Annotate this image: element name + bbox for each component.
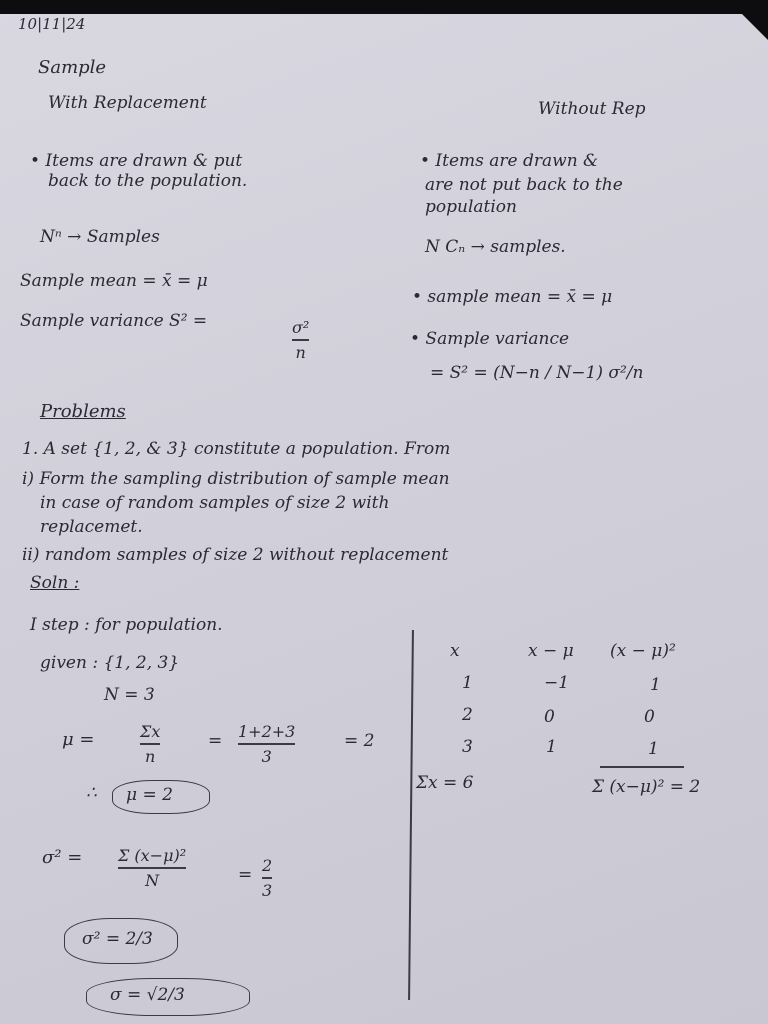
with-rep-title: With Replacement (48, 93, 207, 113)
problem-line1: 1. A set {1, 2, & 3} constitute a population. From (22, 439, 451, 459)
sigma-boxed: σ = √2/3 (110, 985, 185, 1005)
step-given: given : {1, 2, 3} (40, 653, 180, 673)
dark-top-edge (0, 0, 768, 14)
table-cell: −1 (544, 673, 570, 693)
sigma-lhs: σ² = (42, 847, 83, 868)
table-cell: 1 (650, 675, 661, 695)
vertical-divider (408, 630, 414, 1000)
without-rep-title: Without Rep (538, 99, 646, 119)
sigma-fraction: Σ (x−μ)² N (118, 846, 187, 890)
table-cell: 0 (544, 707, 555, 727)
without-samples: N Cₙ → samples. (425, 237, 566, 257)
table-header-x: x (450, 641, 460, 661)
sigma-eq: = (238, 865, 253, 885)
without-point1b: are not put back to the (425, 175, 623, 195)
sum-underline (600, 766, 684, 768)
sigma-result-fraction: 2 3 (262, 856, 273, 900)
table-cell: 2 (462, 705, 473, 725)
without-variance: • Sample variance (410, 329, 570, 349)
with-variance-fraction: σ² n (292, 318, 310, 362)
therefore-symbol: ∴ (86, 783, 97, 803)
without-point1: • Items are drawn & (420, 151, 599, 171)
mu-boxed: μ = 2 (126, 785, 173, 805)
sum-x: Σx = 6 (416, 773, 474, 793)
mu-lhs: μ = (62, 729, 95, 750)
with-samples: Nⁿ → Samples (40, 227, 160, 247)
with-mean: Sample mean = x̄ = μ (20, 271, 208, 291)
step-title: I step : for population. (30, 615, 223, 635)
mu-result: = 2 (344, 731, 375, 751)
problems-title: Problems (40, 401, 126, 422)
sigma2-boxed: σ² = 2/3 (82, 929, 153, 949)
table-cell: 1 (546, 737, 557, 757)
sum-sq: Σ (x−μ)² = 2 (592, 777, 701, 797)
mu-fraction-1: Σx n (140, 722, 161, 766)
table-cell: 3 (462, 737, 473, 757)
table-header-x-mu: x − μ (528, 641, 574, 661)
date: 10|11|24 (18, 15, 86, 33)
table-cell: 1 (648, 739, 659, 759)
mu-eq: = (208, 731, 223, 751)
problem-line4: replacemet. (40, 517, 143, 537)
heading: Sample (38, 57, 107, 78)
table-header-x-mu-sq: (x − μ)² (610, 641, 676, 661)
problem-line5: ii) random samples of size 2 without replacement (22, 545, 449, 565)
without-mean: • sample mean = x̄ = μ (412, 287, 613, 307)
dark-corner (728, 0, 768, 40)
table-cell: 1 (462, 673, 473, 693)
without-point1c: population (425, 197, 517, 217)
step-n: N = 3 (104, 685, 155, 705)
problem-line3: in case of random samples of size 2 with (40, 493, 390, 513)
without-variance-formula: = S² = (N−n / N−1) σ²/n (430, 363, 644, 383)
mu-fraction-2: 1+2+3 3 (238, 722, 296, 766)
soln-label: Soln : (30, 573, 80, 593)
problem-line2: i) Form the sampling distribution of sample mean (22, 469, 450, 489)
with-variance: Sample variance S² = (20, 311, 208, 331)
with-point1: • Items are drawn & put (30, 151, 243, 171)
table-cell: 0 (644, 707, 655, 727)
with-point1b: back to the population. (48, 171, 248, 191)
